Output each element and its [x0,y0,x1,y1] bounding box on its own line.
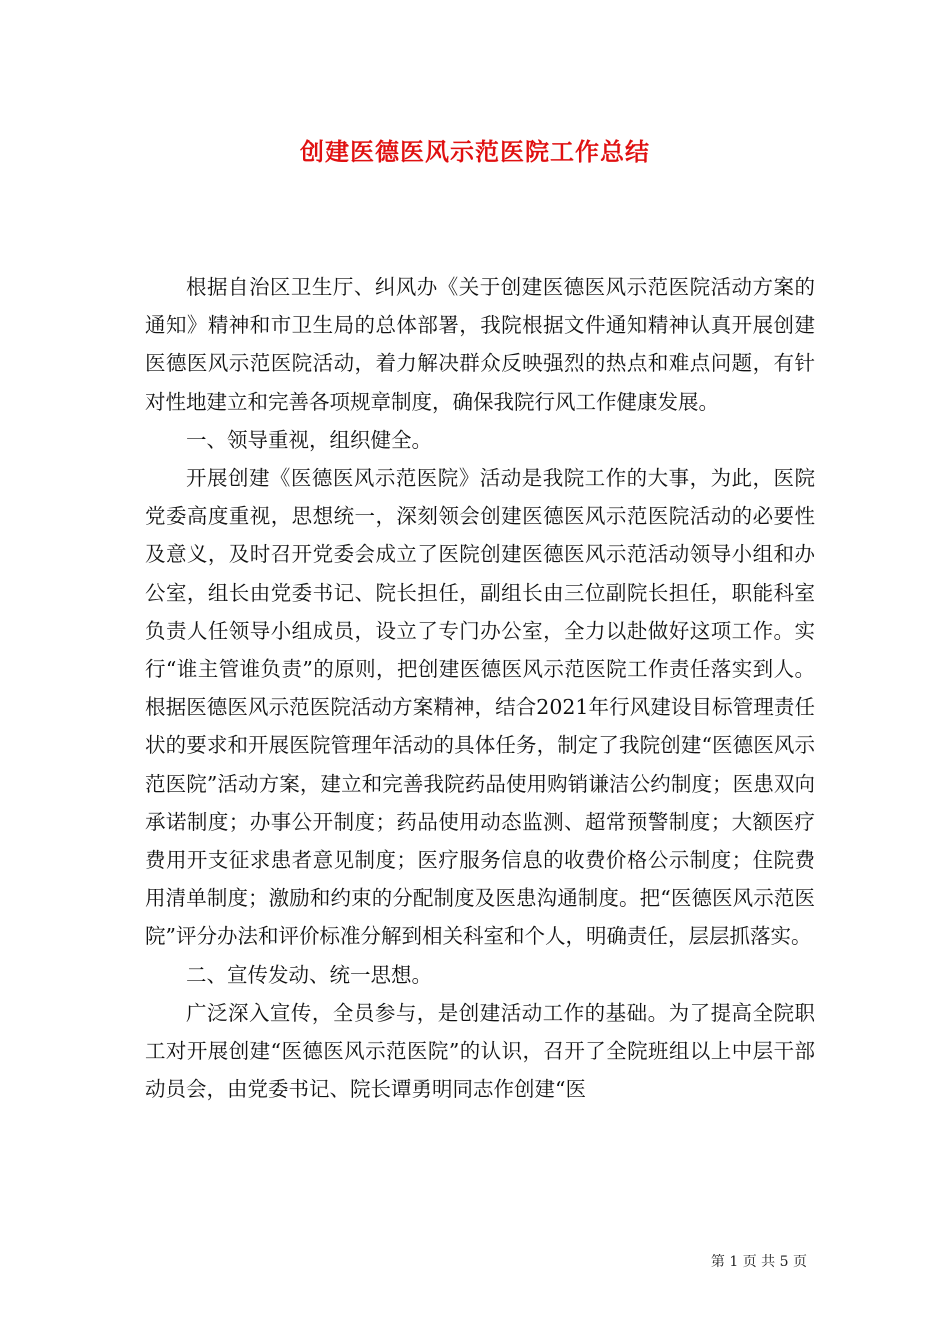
document-body [145,268,815,1108]
section-heading-2: 二、宣传发动、统一思想。 [186,962,432,987]
section-heading-1: 一、领导重视，组织健全。 [186,427,432,452]
paragraph-section-1: 开展创建《医德医风示范医院》活动是我院工作的大事，为此，医院党委高度重视，思想统一，深刻领会创建医德医风示范医院活动的必要性及意义，及时召开党委会成立了医院创建医德医风示范活动领导小组和办公室，组长由党委书记、院长担任，副组长由三位副院长担任，职能科室负责人任领导小组成员，设立了专门办公室，全力以赴做好这项工作。实行“谁主管谁负责”的原则，把创建医德医风示范医院工作责任落实到人。根据医德医风示范医院活动方案精神，结合2021年行风建设目标管理责任状的要求和开展医院管理年活动的具体任务，制定了我院创建“医德医风示范医院”活动方案，建立和完善我院药品使用购销谦洁公约制度；医患双向承诺制度；办事公开制度；药品使用动态监测、超常预警制度；大额医疗费用开支征求患者意见制度；医疗服务信息的收费价格公示制度；住院费用清单制度；激励和约束的分配制度及医患沟通制度。把“医德医风示范医院”评分办法和评价标准分解到相关科室和个人，明确责任，层层抓落实。 [145,466,815,949]
page-number-footer: 第 1 页 共 5 页 [710,1254,807,1270]
paragraph-section-2: 广泛深入宣传，全员参与，是创建活动工作的基础。为了提高全院职工对开展创建“医德医风示范医院”的认识，召开了全院班组以上中层干部动员会，由党委书记、院长谭勇明同志作创建“医 [145,1000,815,1102]
paragraph-intro: 根据自治区卫生厅、纠风办《关于创建医德医风示范医院活动方案的通知》精神和市卫生局的总体部署，我院根据文件通知精神认真开展创建医德医风示范医院活动，着力解决群众反映强烈的热点和难点问题，有针对性地建立和完善各项规章制度，确保我院行风工作健康发展。 [145,275,815,414]
document-title: 创建医德医风示范医院工作总结 [300,138,650,166]
